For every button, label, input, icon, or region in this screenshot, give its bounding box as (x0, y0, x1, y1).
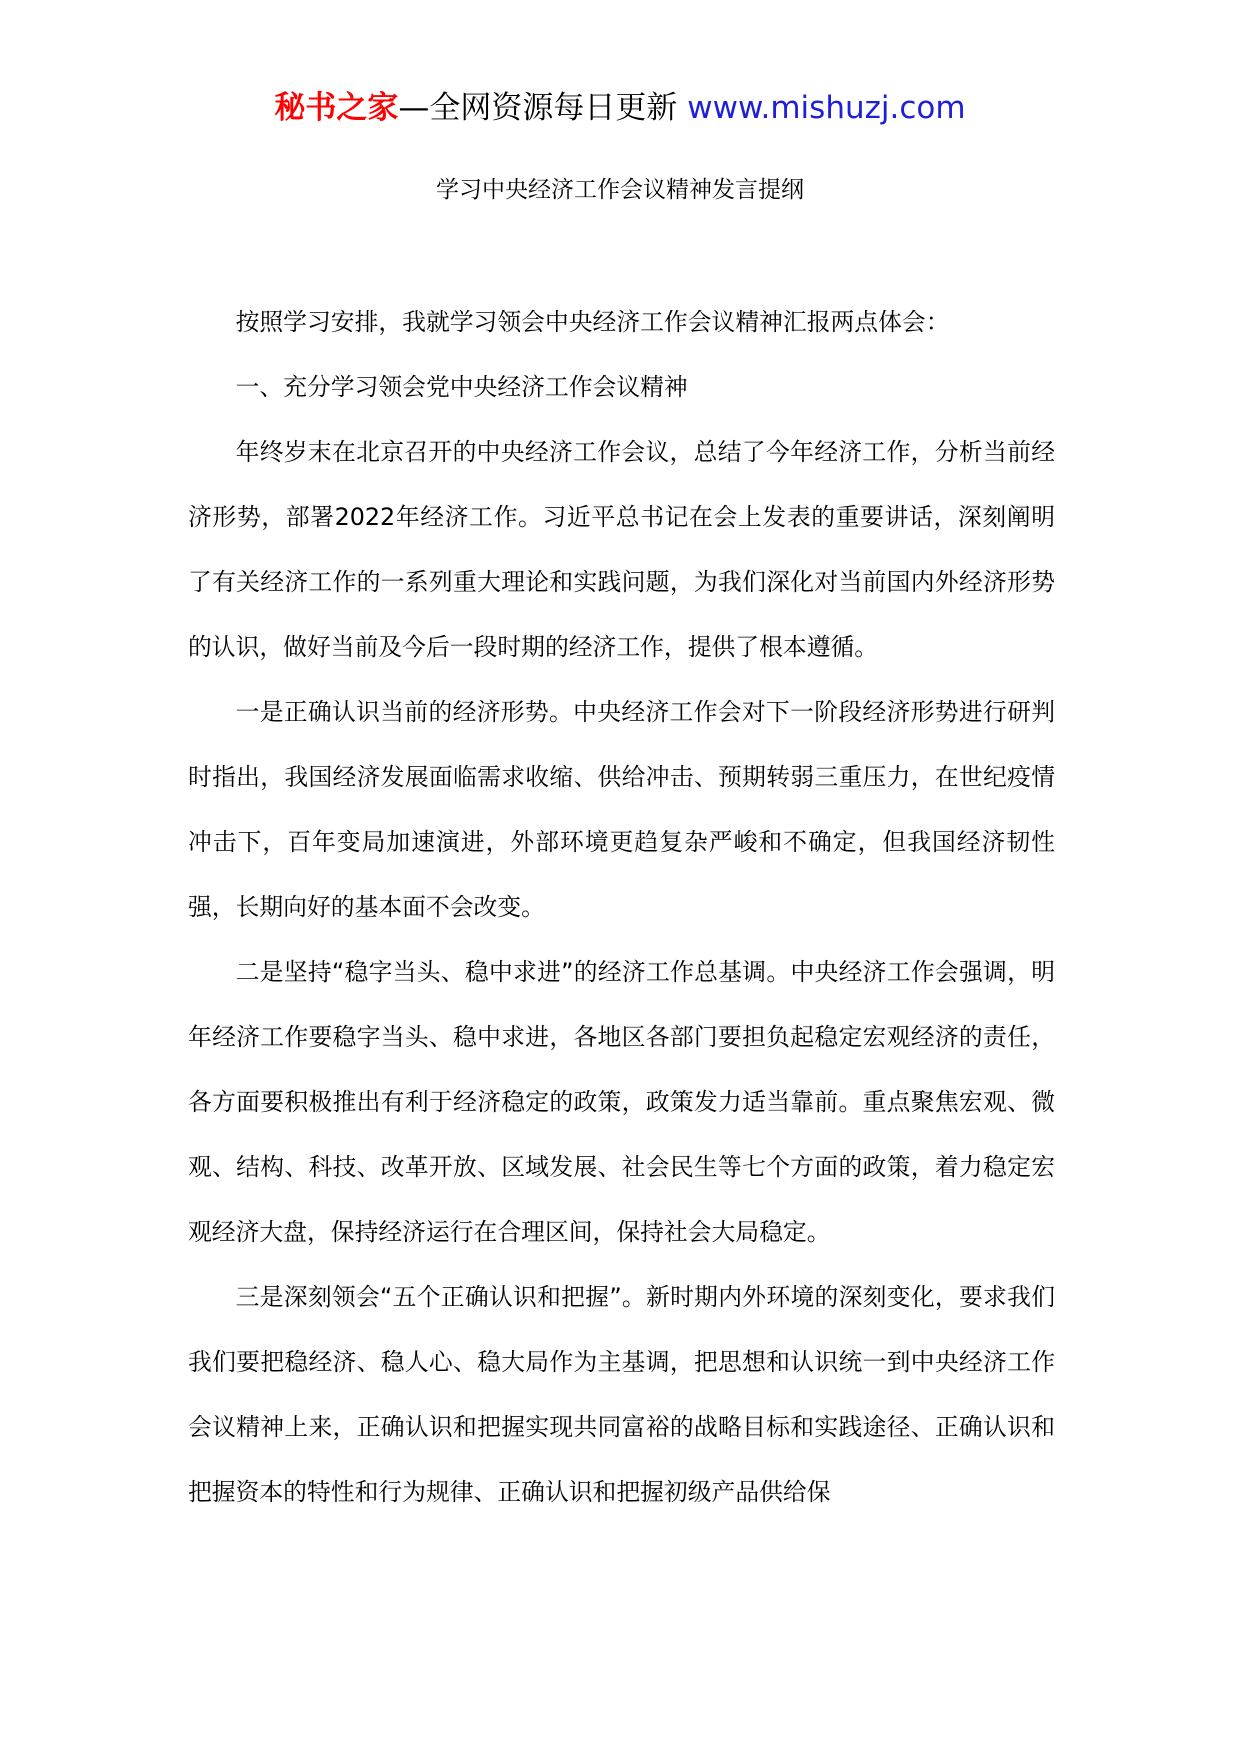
section-heading-1: 一、充分学习领会党中央经济工作会议精神 (235, 373, 688, 401)
site-url-link[interactable]: www.mishuzj.com (687, 90, 966, 126)
paragraph: 二是坚持“稳字当头、稳中求进”的经济工作总基调。中央经济工作会强调，明年经济工作要稳字当头、稳中求进，各地区各部门要担负起稳定宏观经济的责任，各方面要积极推出有利于经济稳定的政策，政策发力适当靠前。重点聚焦宏观、微观、结构、科技、改革开放、区域发展、社会民生等七个方面的政策，着力稳定宏观经济大盘，保持经济运行在合理区间，保持社会大局稳定。 (188, 958, 1055, 1246)
paragraph: 三是深刻领会“五个正确认识和把握”。新时期内外环境的深刻变化，要求我们我们要把稳经济、稳人心、稳大局作为主基调，把思想和认识统一到中央经济工作会议精神上来，正确认识和把握实现共同富裕的战略目标和实践途径、正确认识和把握资本的特性和行为规律、正确认识和把握初级产品供给保 (188, 1283, 1055, 1506)
header-tagline: —全网资源每日更新 (398, 90, 678, 126)
paragraph: 一是正确认识当前的经济形势。中央经济工作会对下一阶段经济形势进行研判时指出，我国经济发展面临需求收缩、供给冲击、预期转弱三重压力，在世纪疫情冲击下，百年变局加速演进，外部环境更趋复杂严峻和不确定，但我国经济韧性强，长期向好的基本面不会改变。 (188, 698, 1055, 921)
brand-name: 秘书之家 (274, 90, 399, 126)
site-header (0, 88, 1240, 128)
document-body (188, 290, 1055, 1525)
paragraph-intro: 按照学习安排，我就学习领会中央经济工作会议精神汇报两点体会： (235, 308, 950, 336)
document-title: 学习中央经济工作会议精神发言提纲 (436, 177, 804, 203)
paragraph: 年终岁末在北京召开的中央经济工作会议，总结了今年经济工作，分析当前经济形势，部署2022年经济工作。习近平总书记在会上发表的重要讲话，深刻阐明了有关经济工作的一系列重大理论和实践问题，为我们深化对当前国内外经济形势的认识，做好当前及今后一段时期的经济工作，提供了根本遵循。 (188, 438, 1055, 661)
